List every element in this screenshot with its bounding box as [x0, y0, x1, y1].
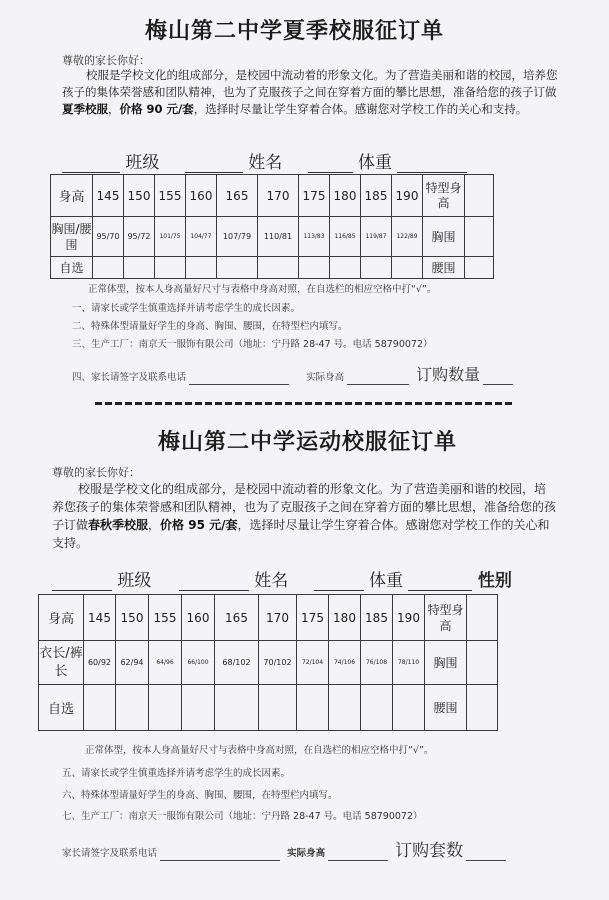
- form1-intro: [62, 67, 560, 118]
- form2-choice-cell[interactable]: [259, 685, 297, 731]
- form2-actual-height-label: 实际身高: [287, 848, 326, 859]
- form2-height-cell: 170: [259, 595, 297, 641]
- form2-measure-cell: 70/102: [259, 641, 297, 685]
- form1-measure-cell: 101/75: [155, 217, 186, 257]
- form1-note-3: 三、生产工厂：南京天一服饰有限公司（地址：宁丹路 28-47 号。电话 58790072）: [72, 339, 433, 350]
- form1-measure-cell: 119/87: [361, 217, 392, 257]
- form1-row-measure-label: 胸围/腰围: [51, 217, 93, 257]
- form2-height-cell: 155: [149, 595, 182, 641]
- form1-height-cell: 180: [330, 175, 361, 217]
- form2-waist-label: 腰围: [425, 685, 467, 731]
- form2-measure-cell: 62/94: [116, 641, 149, 685]
- form1-intro-item: 夏季校服: [62, 102, 108, 116]
- form1-intro-price: 价格 90 元/套: [119, 102, 194, 116]
- form1-class-blank[interactable]: [62, 158, 120, 173]
- form2-measure-cell: 60/92: [84, 641, 116, 685]
- form1-measure-cell: 95/72: [124, 217, 155, 257]
- form2-chest-label: 胸围: [425, 641, 467, 685]
- form1-choice-cell[interactable]: [124, 257, 155, 279]
- form2-height-cell: 190: [393, 595, 425, 641]
- form2-chest-input[interactable]: [467, 641, 498, 685]
- form2-special-height-label: 特型身高: [425, 595, 467, 641]
- form2-greeting: 尊敬的家长你好：: [52, 466, 140, 479]
- form1-name-label: 姓名: [248, 153, 283, 173]
- form2-special-height-input[interactable]: [467, 595, 498, 641]
- form1-choice-cell[interactable]: [330, 257, 361, 279]
- form2-order-qty-blank[interactable]: [466, 850, 506, 861]
- form1-measure-row: [51, 217, 494, 257]
- form1-choice-cell[interactable]: [392, 257, 423, 279]
- form2-order-qty-label: 订购套数: [395, 841, 464, 861]
- form1-measure-cell: 110/81: [258, 217, 299, 257]
- form2-height-cell: 165: [215, 595, 259, 641]
- form2-note-3: 七、生产工厂：南京天一服饰有限公司（地址：宁丹路 28-47 号。电话 58790072）: [62, 811, 423, 822]
- form1-note-0: 正常体型，按本人身高量好尺寸与表格中身高对照，在自选栏的相应空格中打“√”。: [88, 284, 437, 295]
- form2-row-height-label: 身高: [39, 595, 84, 641]
- form2-choice-cell[interactable]: [297, 685, 329, 731]
- form1-height-cell: 150: [124, 175, 155, 217]
- form2-choice-cell[interactable]: [329, 685, 361, 731]
- form2-size-table: [38, 594, 498, 731]
- form2-measure-cell: 66/100: [182, 641, 215, 685]
- form1-measure-cell: 95/70: [93, 217, 124, 257]
- form1-special-height-input[interactable]: [465, 175, 494, 217]
- form2-measure-cell: 76/108: [361, 641, 393, 685]
- form1-choice-cell[interactable]: [217, 257, 258, 279]
- form2-class-blank[interactable]: [52, 576, 112, 591]
- form2-actual-height-blank[interactable]: [328, 850, 388, 861]
- form1-note-2: 二、特殊体型请量好学生的身高、胸围、腰围，在特型栏内填写。: [72, 321, 348, 332]
- form2-measure-cell: 72/104: [297, 641, 329, 685]
- form1-class-label: 班级: [125, 153, 160, 173]
- form2-measure-cell: 74/106: [329, 641, 361, 685]
- form2-row-choice-label: 自选: [39, 685, 84, 731]
- form1-choice-cell[interactable]: [93, 257, 124, 279]
- form1-choice-cell[interactable]: [258, 257, 299, 279]
- form2-sign-label: 家长请签字及联系电话: [62, 848, 158, 859]
- form1-chest-input[interactable]: [465, 217, 494, 257]
- form2-height-cell: 185: [361, 595, 393, 641]
- form2-name-blank[interactable]: [179, 576, 249, 591]
- form1-intro-a: 校服是学校文化的组成部分，是校园中流动着的形象文化。为了营造美丽和谐的校园，培养您孩子的集体荣誉感和团队精神，也为了克服孩子之间在穿着方面的攀比思想，准备给您的孩子订做: [62, 68, 558, 99]
- form1-waist-input[interactable]: [465, 257, 494, 279]
- form2-choice-cell[interactable]: [182, 685, 215, 731]
- cut-line-divider: [95, 402, 515, 405]
- form1-intro-b: ，: [108, 102, 120, 116]
- form1-choice-row: [51, 257, 494, 279]
- form1-size-table: [50, 174, 494, 279]
- form2-intro-b: ，: [148, 518, 161, 532]
- form1-fill-fields: [62, 148, 467, 173]
- form2-height-cell: 180: [329, 595, 361, 641]
- form2-intro-c: ，选择时尽量让学生穿着合体。感谢您对学校工作的关心和支持。: [52, 518, 550, 550]
- form1-intro-c: ，选择时尽量让学生穿着合体。感谢您对学校工作的关心和支持。: [193, 102, 528, 116]
- form1-measure-cell: 122/89: [392, 217, 423, 257]
- form2-sign-blank[interactable]: [160, 850, 280, 861]
- form2-gender-label: 性别: [477, 571, 512, 591]
- form2-choice-cell[interactable]: [361, 685, 393, 731]
- form1-greeting: 尊敬的家长你好：: [62, 54, 150, 67]
- form2-gender-blank[interactable]: [408, 576, 472, 591]
- form1-choice-cell[interactable]: [155, 257, 186, 279]
- form1-choice-cell[interactable]: [361, 257, 392, 279]
- form1-measure-cell: 104/77: [186, 217, 217, 257]
- form2-measure-cell: 64/96: [149, 641, 182, 685]
- form2-note-2: 六、特殊体型请量好学生的身高、胸围、腰围，在特型栏内填写。: [62, 790, 338, 801]
- form2-name-label: 姓名: [254, 571, 289, 591]
- form1-title: 梅山第二中学夏季校服征订单: [145, 19, 445, 44]
- form2-intro: [52, 480, 557, 552]
- form2-intro-item: 春秋季校服: [88, 518, 149, 532]
- form1-weight-blank[interactable]: [308, 158, 353, 173]
- form1-height-cell: 175: [299, 175, 330, 217]
- form1-order-qty-blank[interactable]: [483, 374, 513, 385]
- form2-height-cell: 160: [182, 595, 215, 641]
- form1-actual-height-label: 实际身高: [306, 372, 345, 383]
- form2-row-measure-label: 衣长/裤长: [39, 641, 84, 685]
- form2-height-cell: 145: [84, 595, 116, 641]
- form2-waist-input[interactable]: [467, 685, 498, 731]
- form1-row-choice-label: 自选: [51, 257, 93, 279]
- form1-special-height-label: 特型身高: [423, 175, 465, 217]
- form2-height-row: [39, 595, 498, 641]
- form1-height-cell: 185: [361, 175, 392, 217]
- form1-weight-value-blank[interactable]: [397, 158, 467, 173]
- form2-choice-cell[interactable]: [149, 685, 182, 731]
- form2-choice-cell[interactable]: [215, 685, 259, 731]
- form2-height-cell: 175: [297, 595, 329, 641]
- form2-weight-label: 体重: [369, 571, 404, 591]
- form1-row-height-label: 身高: [51, 175, 93, 217]
- form2-choice-row: [39, 685, 498, 731]
- form1-measure-cell: 107/79: [217, 217, 258, 257]
- form1-sign-blank[interactable]: [189, 374, 289, 385]
- form1-actual-height-blank[interactable]: [347, 374, 409, 385]
- form1-height-cell: 170: [258, 175, 299, 217]
- form1-chest-label: 胸围: [423, 217, 465, 257]
- form1-height-cell: 165: [217, 175, 258, 217]
- form2-measure-row: [39, 641, 498, 685]
- form2-weight-blank[interactable]: [314, 576, 364, 591]
- form1-note-1: 一、请家长或学生慎重选择并请考虑学生的成长因素。: [72, 303, 301, 314]
- form2-fill-fields: [52, 566, 512, 591]
- form2-choice-cell[interactable]: [116, 685, 149, 731]
- form2-note-0: 正常体型，按本人身高量好尺寸与表格中身高对照，在自选栏的相应空格中打“√”。: [85, 745, 434, 756]
- form1-height-cell: 155: [155, 175, 186, 217]
- form1-sign-label: 四、家长请签字及联系电话: [72, 372, 187, 383]
- form2-measure-cell: 68/102: [215, 641, 259, 685]
- form2-measure-cell: 78/110: [393, 641, 425, 685]
- form1-weight-label: 体重: [358, 153, 393, 173]
- form2-title: 梅山第二中学运动校服征订单: [158, 430, 458, 455]
- form1-measure-cell: 113/83: [299, 217, 330, 257]
- form2-height-cell: 150: [116, 595, 149, 641]
- form1-choice-cell[interactable]: [186, 257, 217, 279]
- form1-height-cell: 145: [93, 175, 124, 217]
- form2-intro-a: 校服是学校文化的组成部分，是校园中流动着的形象文化。为了营造美丽和谐的校园，培养您孩子的集体荣誉感和团队精神，也为了克服孩子之间在穿着方面的攀比思想，准备给您的孩子订做: [52, 482, 557, 532]
- form1-height-cell: 160: [186, 175, 217, 217]
- form2-choice-cell[interactable]: [393, 685, 425, 731]
- form2-class-label: 班级: [117, 571, 152, 591]
- form2-intro-price: 价格 95 元/套: [160, 518, 238, 532]
- form1-height-row: [51, 175, 494, 217]
- form1-choice-cell[interactable]: [299, 257, 330, 279]
- form1-signature-row: [72, 362, 513, 385]
- form2-note-1: 五、请家长或学生慎重选择并请考虑学生的成长因素。: [62, 768, 291, 779]
- form1-measure-cell: 116/85: [330, 217, 361, 257]
- form1-waist-label: 腰围: [423, 257, 465, 279]
- form2-choice-cell[interactable]: [84, 685, 116, 731]
- form1-height-cell: 190: [392, 175, 423, 217]
- form1-name-blank[interactable]: [185, 158, 243, 173]
- form2-signature-row: [62, 836, 506, 861]
- form1-order-qty-label: 订购数量: [416, 365, 481, 384]
